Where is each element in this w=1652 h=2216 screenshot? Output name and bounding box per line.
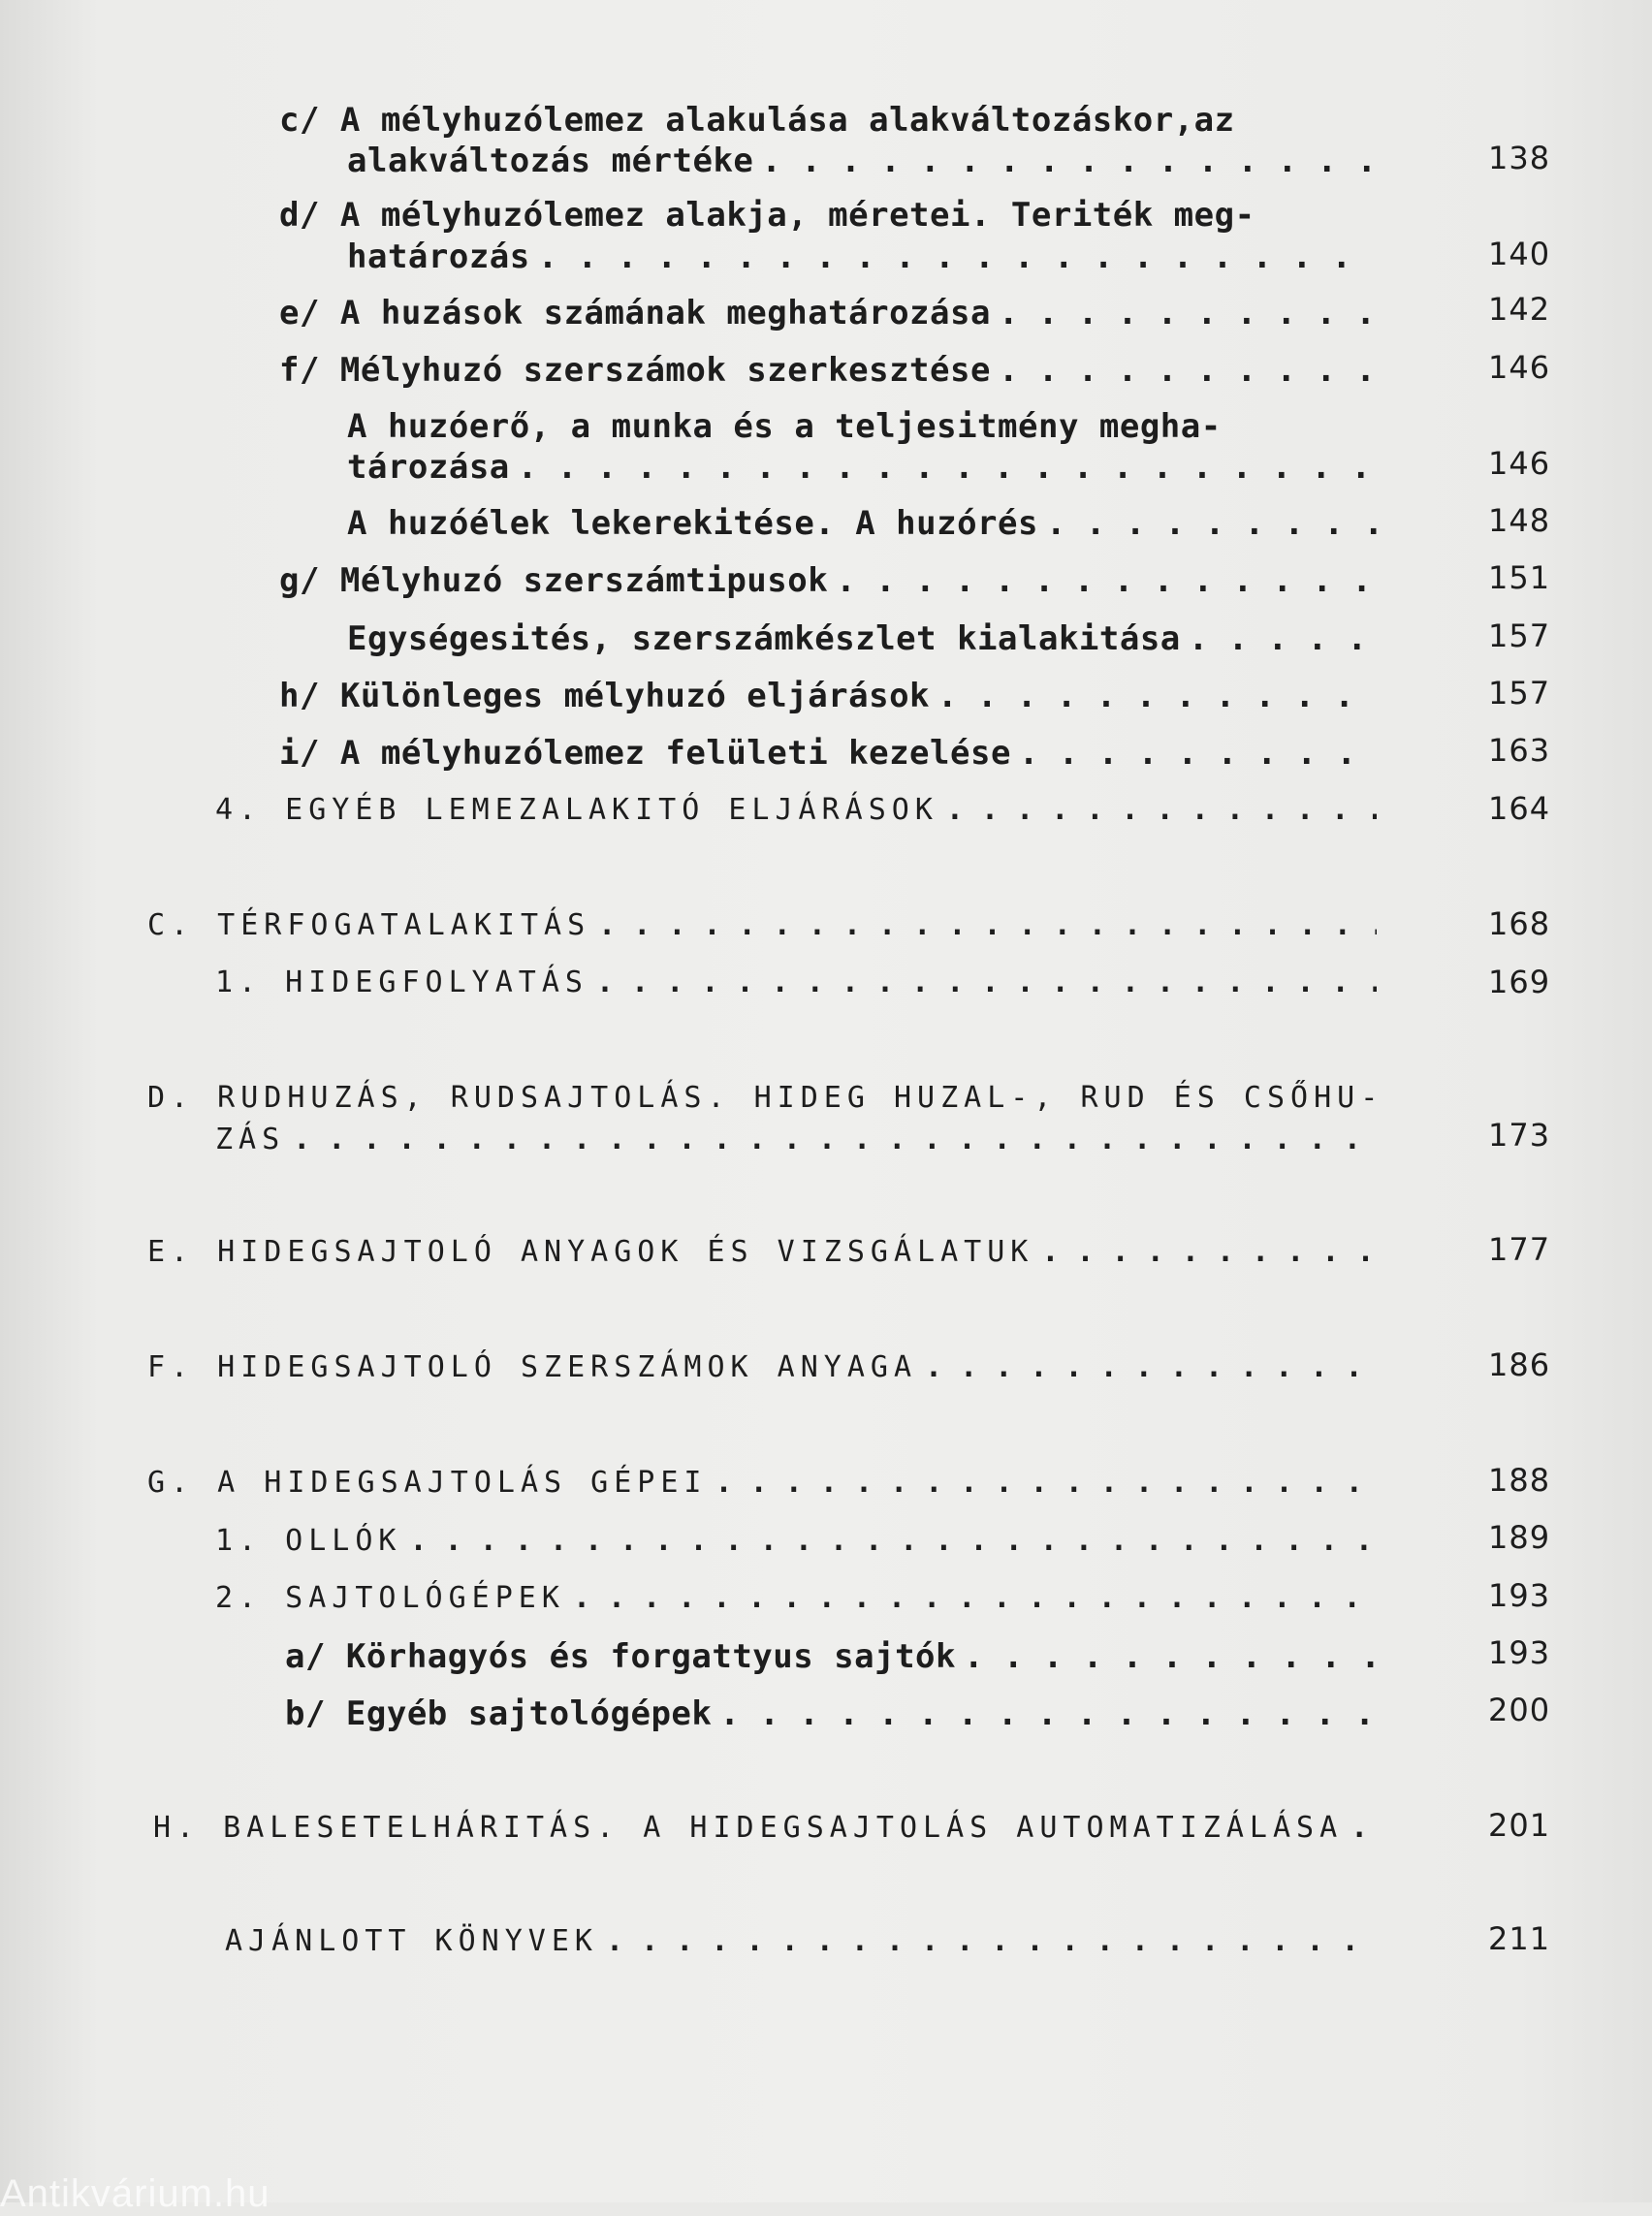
toc-entry-line1: A huzóerő, a munka és a teljesitmény megha- — [347, 407, 1222, 446]
toc-page-number: 200 — [1488, 1692, 1551, 1728]
toc-page-number: 142 — [1488, 291, 1551, 328]
toc-entry-label: h/ Különleges mélyhuzó eljárások — [279, 677, 931, 715]
toc-entry-label: f/ Mélyhuzó szerszámok szerkesztése — [279, 351, 991, 390]
toc-entry — [279, 561, 1377, 600]
toc-page-number: 201 — [1488, 1807, 1551, 1844]
toc-entry-label: G. A HIDEGSAJTOLÁS GÉPEI — [147, 1466, 708, 1500]
toc-entry-label: alakváltozás mértéke — [347, 142, 754, 180]
toc-entry — [347, 448, 1377, 487]
toc-entry-label: Egységesités, szerszámkészlet kialakitása — [347, 619, 1181, 658]
toc-entry-line1: c/ A mélyhuzólemez alakulása alakváltozáskor,az — [279, 101, 1235, 140]
toc-entry-label: 4. EGYÉB LEMEZALAKITÓ ELJÁRÁSOK — [215, 793, 938, 827]
toc-entry — [279, 734, 1377, 773]
leader-dots — [598, 908, 1377, 942]
toc-page-number: 169 — [1488, 964, 1551, 1000]
toc-page-number: 157 — [1488, 675, 1551, 712]
toc-entry — [215, 1581, 1377, 1615]
toc-entry — [347, 142, 1377, 180]
leader-dots — [761, 142, 1377, 180]
toc-entry-label: 1. OLLÓK — [215, 1524, 402, 1558]
toc-page-number: 146 — [1488, 349, 1551, 386]
leader-dots — [596, 966, 1377, 999]
toc-entry-label: 1. HIDEGFOLYATÁS — [215, 966, 588, 999]
toc-entry — [225, 1924, 1377, 1958]
toc-entry — [347, 619, 1377, 658]
toc-entry — [215, 793, 1377, 827]
leader-dots — [293, 1123, 1377, 1156]
toc-entry — [347, 237, 1377, 276]
leader-dots — [1189, 619, 1377, 658]
toc-entry-line1: D. RUDHUZÁS, RUDSAJTOLÁS. HIDEG HUZAL-, RUD ÉS CSŐHU- — [147, 1081, 1384, 1115]
toc-entry-label: ZÁS — [215, 1123, 286, 1156]
toc-entry-label: A huzóélek lekerekitése. A huzórés — [347, 504, 1038, 543]
toc-page-number: 211 — [1488, 1920, 1551, 1957]
toc-entry-label: g/ Mélyhuzó szerszámtipusok — [279, 561, 829, 600]
toc-entry — [147, 908, 1377, 942]
toc-entry-label: e/ A huzások számának meghatározása — [279, 294, 991, 332]
toc-entry-label: C. TÉRFOGATALAKITÁS — [147, 908, 591, 942]
toc-page-number: 168 — [1488, 905, 1551, 942]
toc-entry — [285, 1694, 1377, 1733]
toc-entry-label: AJÁNLOTT KÖNYVEK — [225, 1924, 598, 1958]
leader-dots — [719, 1694, 1377, 1733]
toc-page-number: 151 — [1488, 559, 1551, 596]
toc-entry — [153, 1811, 1377, 1845]
leader-dots — [999, 351, 1377, 390]
leader-dots — [538, 237, 1377, 276]
leader-dots — [937, 677, 1377, 715]
toc-page-number: 173 — [1488, 1117, 1551, 1154]
leader-dots — [518, 448, 1377, 487]
toc-page-number: 163 — [1488, 732, 1551, 769]
watermark: Antikvárium.hu — [0, 2172, 270, 2215]
toc-page-number: 140 — [1488, 236, 1551, 272]
leader-dots — [1350, 1811, 1377, 1845]
toc-entry — [347, 504, 1377, 543]
toc-page-number: 189 — [1488, 1519, 1551, 1556]
toc-entry — [279, 294, 1377, 332]
leader-dots — [410, 1524, 1378, 1558]
toc-entry — [147, 1350, 1377, 1384]
toc-page-number: 146 — [1488, 445, 1551, 482]
toc-entry — [147, 1235, 1377, 1269]
toc-page-number: 177 — [1488, 1231, 1551, 1268]
toc-entry — [147, 1466, 1377, 1500]
toc-page-number: 188 — [1488, 1462, 1551, 1499]
toc-entry-label: E. HIDEGSAJTOLÓ ANYAGOK ÉS VIZSGÁLATUK — [147, 1235, 1034, 1269]
leader-dots — [925, 1350, 1377, 1384]
leader-dots — [836, 561, 1377, 600]
toc-page-number: 164 — [1488, 790, 1551, 827]
toc-entry — [285, 1637, 1377, 1676]
toc-entry — [215, 1524, 1377, 1558]
toc-entry — [215, 966, 1377, 999]
toc-entry — [215, 1123, 1377, 1156]
toc-entry-label: tározása — [347, 448, 510, 487]
leader-dots — [964, 1637, 1377, 1676]
toc-page-number: 193 — [1488, 1634, 1551, 1671]
toc-page-number: 186 — [1488, 1346, 1551, 1383]
toc-entry-label: b/ Egyéb sajtológépek — [285, 1694, 713, 1733]
toc-entry-label: i/ A mélyhuzólemez felületi kezelése — [279, 734, 1011, 773]
leader-dots — [606, 1924, 1377, 1958]
toc-entry-line1: d/ A mélyhuzólemez alakja, méretei. Teriték meg- — [279, 196, 1255, 235]
toc-page-number: 157 — [1488, 617, 1551, 654]
leader-dots — [1019, 734, 1377, 773]
leader-dots — [1041, 1235, 1377, 1269]
toc-page-number: 193 — [1488, 1577, 1551, 1614]
toc-entry — [279, 351, 1377, 390]
leader-dots — [999, 294, 1377, 332]
leader-dots — [715, 1466, 1377, 1500]
toc-page-number: 138 — [1488, 140, 1551, 176]
toc-entry-label: F. HIDEGSAJTOLÓ SZERSZÁMOK ANYAGA — [147, 1350, 918, 1384]
leader-dots — [946, 793, 1377, 827]
toc-entry-label: határozás — [347, 237, 530, 276]
toc-entry-label: a/ Körhagyós és forgattyus sajtók — [285, 1637, 957, 1676]
leader-dots — [573, 1581, 1377, 1615]
toc-entry-label: 2. SAJTOLÓGÉPEK — [215, 1581, 565, 1615]
toc-entry-label: H. BALESETELHÁRITÁS. A HIDEGSAJTOLÁS AUTOMATIZÁLÁSA — [153, 1811, 1344, 1845]
toc-entry — [279, 677, 1377, 715]
toc-page-number: 148 — [1488, 502, 1551, 539]
leader-dots — [1046, 504, 1377, 543]
